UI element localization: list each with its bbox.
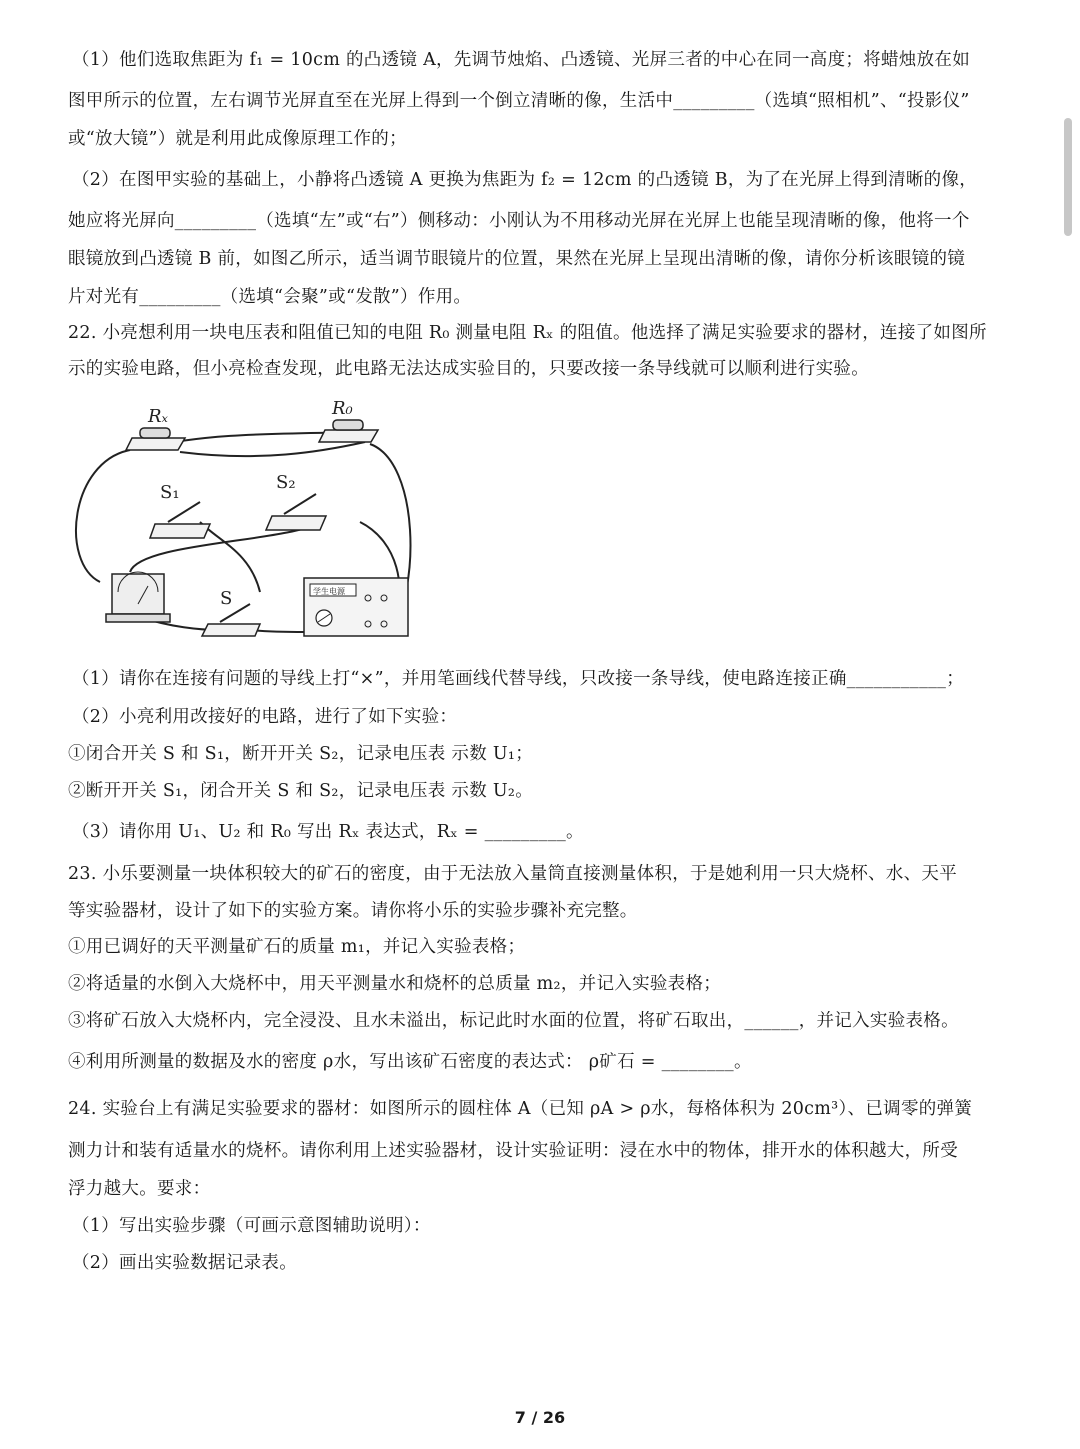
q21-line-4: （2）在图甲实验的基础上，小静将凸透镜 A 更换为焦距为 f₂ = 12cm 的凸透镜 B，为了在光屏上得到清晰的像， (72, 170, 978, 190)
q21-line-7: 片对光有_________（选填“会聚”或“发散”）作用。 (68, 287, 472, 307)
q22-part-1: （1）请你在连接有问题的导线上打“×”，并用笔画线代替导线，只改接一条导线，使电路连接正确___________； (72, 669, 965, 689)
q24-line-1: 24. 实验台上有满足实验要求的器材：如图所示的圆柱体 A（已知 ρA > ρ水，每格体积为 20cm³）、已调零的弹簧 (68, 1099, 973, 1119)
q24-line-2: 测力计和装有适量水的烧杯。请你利用上述实验器材，设计实验证明：浸在水中的物体，排开水的体积越大，所受 (68, 1141, 958, 1161)
power-supply-label: 学生电源 (313, 587, 345, 596)
rx-label: Rₓ (148, 406, 168, 427)
q22-line-2: 示的实验电路，但小亮检查发现，此电路无法达成实验目的，只要改接一条导线就可以顺利进行实验。 (68, 359, 869, 379)
q23-step-3: ③将矿石放入大烧杯内，完全浸没、且水未溢出，标记此时水面的位置，将矿石取出，______，并记入实验表格。 (68, 1011, 959, 1031)
switch-s2 (266, 494, 326, 530)
q23-step-4: ④利用所测量的数据及水的密度 ρ水，写出该矿石密度的表达式： ρ矿石 = ________。 (68, 1052, 752, 1072)
q24-line-3: 浮力越大。要求： (68, 1179, 211, 1199)
resistor-rx (126, 428, 185, 450)
q22-part-2: （2）小亮利用改接好的电路，进行了如下实验： (72, 707, 458, 727)
q22-line-1: 22. 小亮想利用一块电压表和阻值已知的电阻 R₀ 测量电阻 Rₓ 的阻值。他选择了满足实验要求的器材，连接了如图所 (68, 323, 987, 343)
s2-label: S₂ (276, 472, 296, 493)
q24-part-2: （2）画出实验数据记录表。 (72, 1253, 298, 1273)
q23-step-2: ②将适量的水倒入大烧杯中，用天平测量水和烧杯的总质量 m₂，并记入实验表格； (68, 974, 722, 994)
r0-label: R₀ (332, 398, 353, 419)
q22-step-2: ②断开开关 S₁，闭合开关 S 和 S₂，记录电压表 示数 U₂。 (68, 781, 534, 801)
q22-part-3: （3）请你用 U₁、U₂ 和 R₀ 写出 Rₓ 表达式，Rₓ = _________。 (72, 822, 584, 842)
s1-label: S₁ (160, 482, 180, 503)
scrollbar-thumb[interactable] (1064, 118, 1072, 236)
s-label: S (220, 588, 233, 609)
circuit-diagram (60, 392, 430, 652)
switch-s1 (150, 502, 210, 538)
q21-line-2: 图甲所示的位置，左右调节光屏直至在光屏上得到一个倒立清晰的像，生活中_________（选填“照相机”、“投影仪” (68, 91, 970, 111)
q23-line-2: 等实验器材，设计了如下的实验方案。请你将小乐的实验步骤补充完整。 (68, 901, 638, 921)
q23-step-1: ①用已调好的天平测量矿石的质量 m₁，并记入实验表格； (68, 937, 526, 957)
q22-step-1: ①闭合开关 S 和 S₁，断开开关 S₂，记录电压表 示数 U₁； (68, 744, 534, 764)
q21-line-3: 或“放大镜”）就是利用此成像原理工作的； (68, 129, 407, 149)
q24-part-1: （1）写出实验步骤（可画示意图辅助说明）： (72, 1216, 431, 1236)
q23-line-1: 23. 小乐要测量一块体积较大的矿石的密度，由于无法放入量筒直接测量体积，于是她利用一只大烧杯、水、天平 (68, 864, 957, 884)
resistor-r0 (319, 420, 378, 442)
q21-line-6: 眼镜放到凸透镜 B 前，如图乙所示，适当调节眼镜片的位置，果然在光屏上呈现出清晰的像，请你分析该眼镜的镜 (68, 249, 966, 269)
q21-line-5: 她应将光屏向_________（选填“左”或“右”）侧移动：小刚认为不用移动光屏在光屏上也能呈现清晰的像，他将一个 (68, 211, 970, 231)
voltmeter (106, 572, 170, 622)
q21-line-1: （1）他们选取焦距为 f₁ = 10cm 的凸透镜 A，先调节烛焰、凸透镜、光屏三者的中心在同一高度；将蜡烛放在如 (72, 50, 971, 70)
page-number: 7 / 26 (514, 1408, 566, 1427)
